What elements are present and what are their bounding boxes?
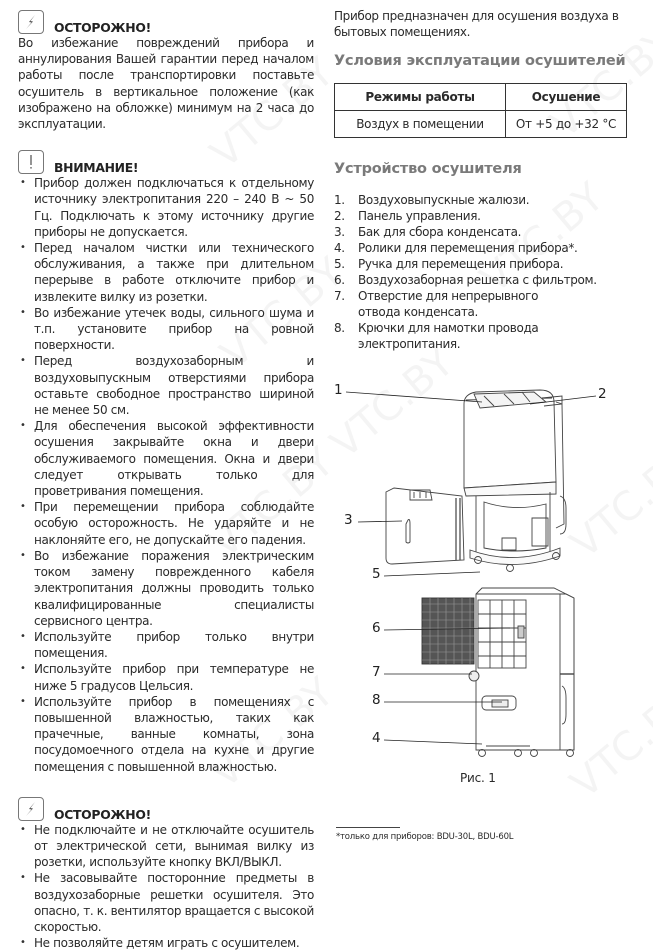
bullet-icon: • — [20, 549, 26, 561]
bullet-icon: • — [20, 663, 26, 675]
list-item: 8. Крючки для намотки провода электропитания. — [334, 321, 539, 352]
list-item: 5. Ручка для перемещения прибора. — [334, 257, 564, 272]
bullet-icon: • — [20, 177, 26, 189]
attention-title: ВНИМАНИЕ! — [54, 160, 139, 176]
lightning-warning-icon — [18, 797, 44, 821]
dehumidifier-figure — [334, 378, 638, 778]
list-item: • Для обеспечения высокой эффективности осушения закрывайте окна и двери обслуживаемого помещения. Окна и двери следует открывать только для проветривания помещения. — [20, 419, 314, 499]
caution-header — [18, 791, 314, 821]
water-tank — [386, 488, 464, 564]
bullet-icon: • — [20, 355, 26, 367]
list-item: • Во избежание поражения электрическим током замену поврежденного кабеля электропитания должны проводить только квалифицированные специалисты сервисного центра. — [20, 548, 314, 628]
list-item: • Не позволяйте детям играть с осушителем. — [20, 936, 300, 951]
bullet-icon: • — [20, 630, 26, 642]
bullet-icon: • — [20, 823, 26, 835]
bullet-icon: • — [20, 306, 26, 318]
table-header-row — [335, 84, 627, 111]
callout-label: 2 — [598, 386, 607, 402]
attention-block — [18, 144, 314, 775]
footnote-divider — [336, 827, 400, 828]
bullet-icon: • — [20, 501, 26, 513]
table-cell: От +5 до +32 °С — [506, 111, 627, 138]
dehumidifier-front-view — [464, 390, 566, 572]
list-item: • Используйте прибор в помещениях с повышенной влажностью, таких как прачечные, ванные комнаты, зона посудомоечного отдела на кухне и другие помещения с повышенной влажностью. — [20, 694, 314, 774]
caution-block-2 — [18, 791, 314, 951]
callout-label: 1 — [334, 382, 343, 398]
lightning-warning-icon — [18, 10, 44, 34]
list-item: • Перед началом чистки или технического обслуживания, а также при длительном перерыве в работе отключите прибор и извлеките вилку из розетки. — [20, 241, 314, 304]
table-row — [335, 111, 627, 138]
conditions-table — [334, 83, 627, 138]
callout-label: 4 — [372, 730, 381, 746]
callout-label: 6 — [372, 620, 381, 636]
footnote: *только для приборов: BDU-30L, BDU-60L — [336, 832, 514, 842]
callout-label: 8 — [372, 692, 381, 708]
parts-list — [334, 192, 638, 352]
bullet-icon: • — [20, 242, 26, 254]
caution-list — [18, 822, 314, 951]
list-item: • Во избежание утечек воды, сильного шума и т.п. установите прибор на ровной поверхности. — [20, 305, 314, 353]
table-cell: Воздух в помещении — [335, 111, 506, 138]
figure-caption: Рис. 1 — [460, 771, 496, 785]
caution-block-1 — [18, 0, 314, 132]
dehumidifier-back-view — [422, 588, 574, 757]
table-header-cell: Осушение — [506, 84, 627, 111]
attention-list — [18, 175, 314, 775]
callout-label: 7 — [372, 664, 381, 680]
list-item: 2. Панель управления. — [334, 209, 481, 224]
list-item: • Не подключайте и не отключайте осушитель от электрической сети, вынимая вилку из розетки, используйте кнопку ВКЛ/ВЫКЛ. — [20, 822, 314, 870]
caution-title: ОСТОРОЖНО! — [54, 806, 151, 822]
caution-text: Во избежание повреждений прибора и аннулирования Вашей гарантии перед началом работы после транспортировки поставьте осушитель в вертикальное положение (как изображено на обложке) минимум на 2 часа до эксплуатации. — [18, 36, 314, 132]
bullet-icon: • — [20, 420, 26, 432]
list-item: • Используйте прибор только внутри помещения. — [20, 629, 314, 661]
right-column — [334, 0, 638, 352]
list-item: • Используйте прибор при температуре не ниже 5 градусов Цельсия. — [20, 662, 314, 693]
exclamation-warning-icon — [18, 150, 44, 174]
list-item: 4. Ролики для перемещения прибора*. — [334, 241, 578, 256]
left-column — [18, 0, 314, 951]
callout-label: 5 — [372, 566, 381, 582]
caution-header — [18, 4, 314, 34]
table-header-cell: Режимы работы — [335, 84, 506, 111]
attention-header — [18, 144, 314, 174]
list-item: • При перемещении прибора соблюдайте особую осторожность. Не ударяйте и не наклоняйте его, не допускайте его падения. — [20, 500, 314, 547]
device-heading: Устройство осушителя — [334, 161, 522, 178]
list-item: • Перед воздухозаборным и воздуховыпускным отверстиями прибора оставьте свободное пространство шириной не менее 50 см. — [20, 354, 314, 418]
intro-text: Прибор предназначен для осушения воздуха в бытовых помещениях. — [334, 9, 619, 40]
bullet-icon: • — [20, 937, 26, 949]
list-item: 7. Отверстие для непрерывного отвода конденсата. — [334, 289, 539, 320]
list-item: 3. Бак для сбора конденсата. — [334, 225, 522, 240]
conditions-heading: Условия эксплуатации осушителей — [334, 53, 626, 70]
list-item: 1. Воздуховыпускные жалюзи. — [334, 193, 530, 208]
caution-title: ОСТОРОЖНО! — [54, 20, 151, 35]
bullet-icon: • — [20, 695, 26, 707]
list-item: 6. Воздухозаборная решетка с фильтром. — [334, 273, 597, 288]
list-item: • Прибор должен подключаться к отдельному источнику электропитания 220 – 240 В ~ 50 Гц. Подключать к этому источнику другие приборы не допускается. — [20, 176, 314, 239]
list-item: • Не засовывайте посторонние предметы в воздухозаборные решетки осушителя. Это опасно, т. к. вентилятор вращается с высокой скоростью. — [20, 871, 314, 934]
callout-label: 3 — [344, 512, 353, 528]
bullet-icon: • — [20, 872, 26, 884]
